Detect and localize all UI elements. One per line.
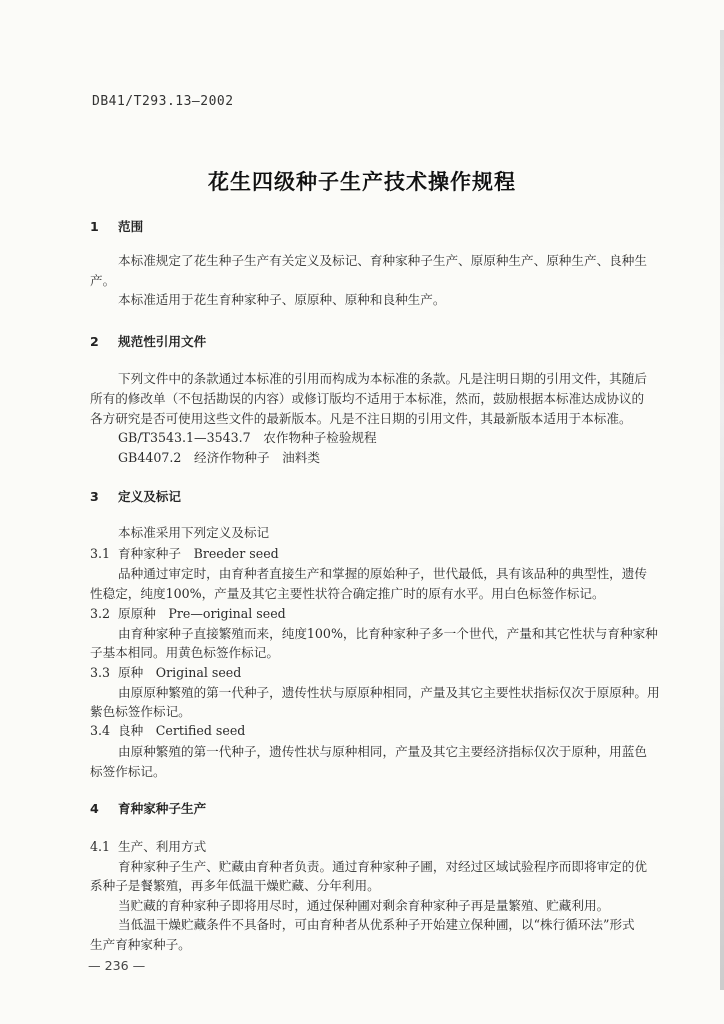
paragraph-line: 产。	[90, 273, 116, 288]
paragraph-line: 由育种家种子直接繁殖而来，纯度100%，比育种家种子多一个世代，产量和其它性状与育种家种	[118, 626, 658, 641]
paragraph-line: 当贮藏的育种家种子即将用尽时，通过保种圃对剩余育种家种子再是量繁殖、贮藏利用。	[118, 898, 610, 913]
paragraph-line: 本标准适用于花生育种家种子、原原种、原种和良种生产。	[118, 292, 446, 307]
paragraph-line: 本标准规定了花生种子生产有关定义及标记、育种家种子生产、原原种生产、原种生产、良种生	[118, 253, 647, 268]
paragraph-line: 子基本相同。用黄色标签作标记。	[90, 645, 279, 660]
section-2-heading: 2 规范性引用文件	[90, 334, 207, 349]
section-1-heading: 1 范围	[90, 219, 144, 234]
paragraph-line: 育种家种子生产、贮藏由育种者负责。通过育种家种子圃，对经过区域试验程序而即将审定的优	[118, 859, 647, 874]
paragraph-line: 紫色标签作标记。	[90, 704, 191, 719]
paragraph-line: 品种通过审定时，由育种者直接生产和掌握的原始种子，世代最低，具有该品种的典型性，遗传	[118, 566, 647, 581]
page-number: — 236 —	[88, 958, 146, 973]
reference-line: GB/T3543.1—3543.7 农作物种子检验规程	[118, 430, 377, 445]
subsection-heading: 4.1 生产、利用方式	[90, 839, 207, 854]
section-4-heading: 4 育种家种子生产	[90, 801, 207, 816]
paragraph-line: 下列文件中的条款通过本标准的引用而构成为本标准的条款。凡是注明日期的引用文件，其随后	[118, 371, 647, 386]
doc-code: DB41/T293.13—2002	[92, 94, 234, 109]
reference-line: GB4407.2 经济作物种子 油料类	[118, 450, 320, 465]
paragraph-line: 性稳定，纯度100%，产量及其它主要性状符合确定推广时的原有水平。用白色标签作标记。	[90, 586, 605, 601]
paragraph-line: 当低温干燥贮藏条件不具备时，可由育种者从优系种子开始建立保种圃，以“株行循环法”形式	[118, 917, 635, 932]
paragraph-line: 由原原种繁殖的第一代种子，遗传性状与原原种相同，产量及其它主要性状指标仅次于原原种。用	[118, 685, 660, 700]
definition-term: 3.1 育种家种子 Breeder seed	[90, 546, 279, 561]
definition-term: 3.3 原种 Original seed	[90, 665, 242, 680]
definition-term: 3.2 原原种 Pre—original seed	[90, 606, 286, 621]
section-3-heading: 3 定义及标记	[90, 489, 181, 504]
paragraph-line: 各方研究是否可使用这些文件的最新版本。凡是不注日期的引用文件，其最新版本适用于本标准。	[90, 411, 632, 426]
paragraph-line: 所有的修改单（不包括勘误的内容）或修订版均不适用于本标准，然而，鼓励根据本标准达成协议的	[90, 391, 645, 406]
paragraph-line: 本标准采用下列定义及标记	[118, 525, 270, 540]
definition-term: 3.4 良种 Certified seed	[90, 723, 246, 738]
paragraph-line: 系种子是餐繁殖，再多年低温干燥贮藏、分年利用。	[90, 878, 380, 893]
page-title: 花生四级种子生产技术操作规程	[208, 169, 516, 194]
paragraph-line: 由原种繁殖的第一代种子，遗传性状与原种相同，产量及其它主要经济指标仅次于原种，用蓝色	[118, 744, 647, 759]
paragraph-line: 生产育种家种子。	[90, 937, 191, 952]
paragraph-line: 标签作标记。	[90, 764, 166, 779]
